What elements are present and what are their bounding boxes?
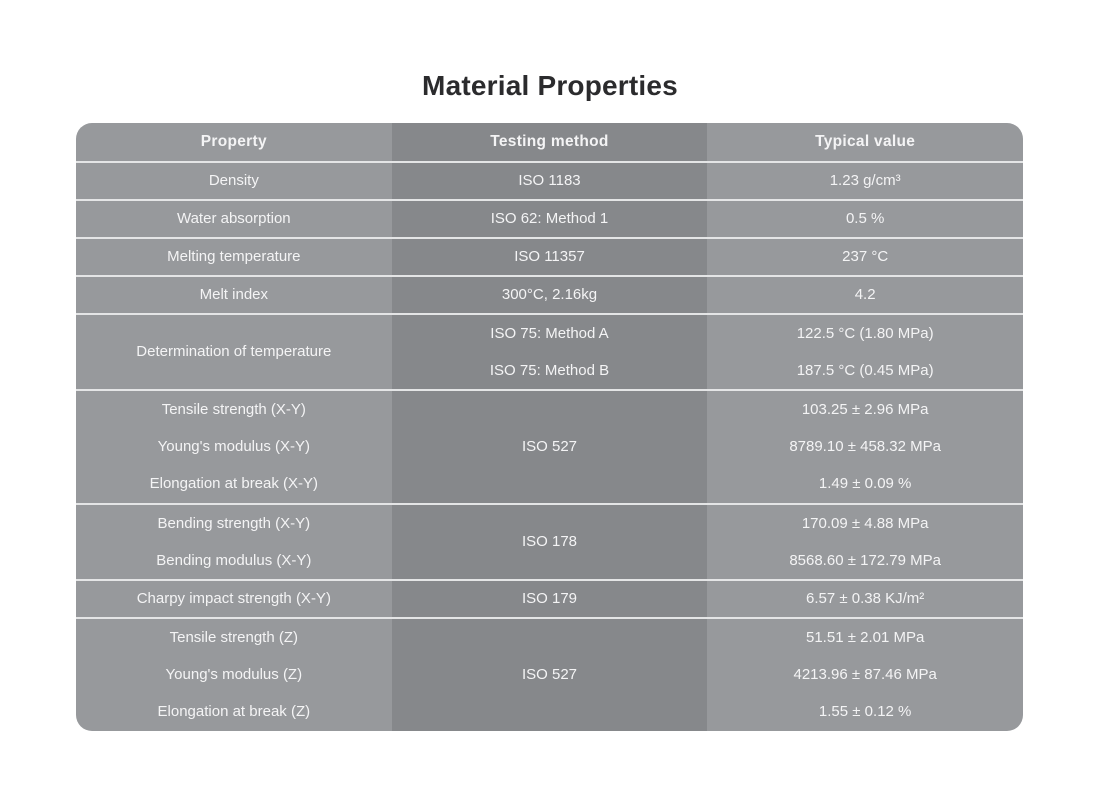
table-row bbox=[76, 389, 1023, 503]
method-cell bbox=[392, 201, 708, 237]
cell-line: Melt index bbox=[199, 286, 269, 303]
cell-line: Determination of temperature bbox=[136, 343, 332, 360]
cell-line: 0.5 % bbox=[845, 210, 885, 227]
cell-line: ISO 179 bbox=[521, 590, 578, 607]
cell-line: 6.57 ± 0.38 KJ/m² bbox=[806, 590, 925, 607]
cell-line: Typical value bbox=[815, 132, 916, 150]
value-cell bbox=[707, 315, 1023, 389]
method-cell bbox=[392, 277, 708, 313]
cell-line: Bending strength (X-Y) bbox=[157, 514, 311, 532]
property-cell bbox=[76, 391, 392, 503]
cell-line: 8789.10 ± 458.32 MPa bbox=[789, 437, 941, 455]
cell-line: Water absorption bbox=[176, 210, 291, 227]
property-cell bbox=[76, 201, 392, 237]
property-cell bbox=[76, 163, 392, 199]
table-row bbox=[76, 199, 1023, 237]
value-cell bbox=[707, 581, 1023, 617]
method-cell bbox=[392, 239, 708, 275]
method-cell bbox=[392, 315, 708, 389]
table-row bbox=[76, 503, 1023, 579]
header-method-cell bbox=[392, 123, 708, 161]
cell-line: 237 °C bbox=[842, 248, 889, 265]
property-cell bbox=[76, 239, 392, 275]
cell-line: ISO 1183 bbox=[518, 172, 581, 189]
cell-line: Testing method bbox=[490, 132, 609, 150]
method-cell bbox=[392, 581, 708, 617]
table-row bbox=[76, 237, 1023, 275]
method-cell bbox=[392, 391, 708, 503]
cell-line: 187.5 °C (0.45 MPa) bbox=[796, 361, 934, 379]
cell-line: Tensile strength (X-Y) bbox=[161, 400, 306, 418]
cell-line: Density bbox=[208, 172, 259, 189]
property-cell bbox=[76, 619, 392, 731]
cell-line: ISO 75: Method B bbox=[489, 361, 610, 379]
value-cell bbox=[707, 201, 1023, 237]
cell-line: ISO 527 bbox=[521, 438, 578, 455]
header-value-cell bbox=[707, 123, 1023, 161]
cell-line: 51.51 ± 2.01 MPa bbox=[806, 628, 925, 646]
method-cell bbox=[392, 619, 708, 731]
table-row bbox=[76, 617, 1023, 731]
cell-line: ISO 75: Method A bbox=[490, 324, 609, 342]
table-row bbox=[76, 579, 1023, 617]
value-cell bbox=[707, 163, 1023, 199]
cell-line: 1.55 ± 0.12 % bbox=[818, 703, 912, 721]
cell-line: ISO 11357 bbox=[514, 248, 585, 265]
cell-line: ISO 527 bbox=[521, 666, 578, 683]
property-cell bbox=[76, 505, 392, 579]
cell-line: 1.23 g/cm³ bbox=[829, 172, 901, 189]
cell-line: Elongation at break (Z) bbox=[157, 703, 311, 721]
value-cell bbox=[707, 391, 1023, 503]
cell-line: Young's modulus (X-Y) bbox=[157, 437, 311, 455]
table-row bbox=[76, 313, 1023, 389]
cell-line: Bending modulus (X-Y) bbox=[156, 551, 312, 569]
value-cell bbox=[707, 619, 1023, 731]
property-cell bbox=[76, 315, 392, 389]
cell-line: Elongation at break (X-Y) bbox=[149, 475, 319, 493]
header-property-cell bbox=[76, 123, 392, 161]
cell-line: 8568.60 ± 172.79 MPa bbox=[789, 551, 941, 569]
cell-line: 1.49 ± 0.09 % bbox=[818, 475, 912, 493]
cell-line: 4213.96 ± 87.46 MPa bbox=[793, 665, 937, 683]
table-row bbox=[76, 161, 1023, 199]
page-title: Material Properties bbox=[422, 70, 678, 101]
cell-line: 122.5 °C (1.80 MPa) bbox=[796, 324, 934, 342]
value-cell bbox=[707, 277, 1023, 313]
cell-line: Property bbox=[200, 132, 267, 150]
cell-line: Tensile strength (Z) bbox=[169, 628, 299, 646]
cell-line: 103.25 ± 2.96 MPa bbox=[801, 400, 929, 418]
cell-line: ISO 178 bbox=[521, 533, 578, 550]
table-row bbox=[76, 275, 1023, 313]
cell-line: 300°C, 2.16kg bbox=[501, 286, 598, 303]
cell-line: 170.09 ± 4.88 MPa bbox=[801, 514, 929, 532]
method-cell bbox=[392, 163, 708, 199]
value-cell bbox=[707, 505, 1023, 579]
property-cell bbox=[76, 581, 392, 617]
cell-line: Young's modulus (Z) bbox=[165, 665, 303, 683]
cell-line: ISO 62: Method 1 bbox=[490, 210, 609, 227]
cell-line: Charpy impact strength (X-Y) bbox=[136, 590, 331, 607]
property-cell bbox=[76, 277, 392, 313]
cell-line: Melting temperature bbox=[167, 248, 301, 265]
properties-table bbox=[76, 123, 1023, 731]
cell-line: 4.2 bbox=[854, 286, 876, 303]
value-cell bbox=[707, 239, 1023, 275]
header-row bbox=[76, 123, 1023, 161]
method-cell bbox=[392, 505, 708, 579]
